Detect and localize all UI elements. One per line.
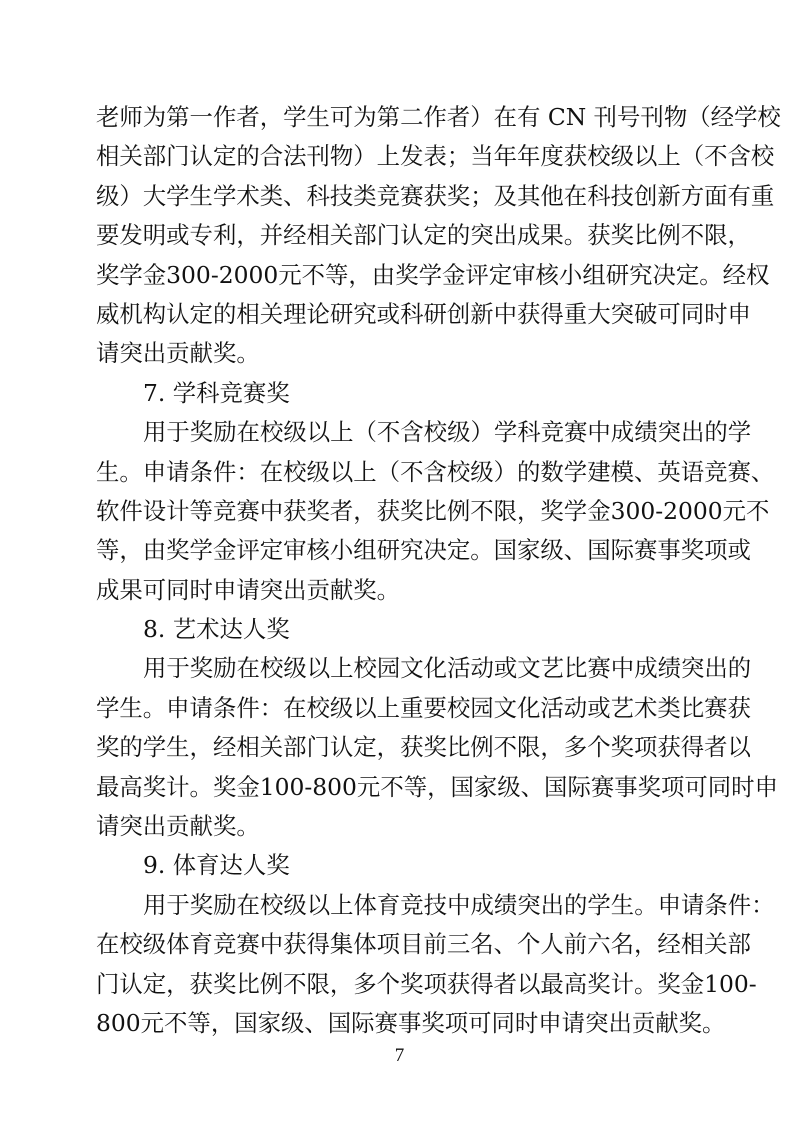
text-line: 相关部门认定的合法刊物）上发表；当年年度获校级以上（不含校 — [96, 142, 775, 171]
text-line: 请突出贡献奖。 — [96, 339, 260, 368]
text-line: 用于奖励在校级以上校园文化活动或文艺比赛中成绩突出的 — [143, 654, 752, 683]
text-line: 奖学金300-2000元不等，由奖学金评定审核小组研究决定。经权 — [96, 260, 770, 289]
document-body — [96, 98, 781, 1043]
text-line: 请突出贡献奖。 — [96, 812, 260, 841]
text-line: 威机构认定的相关理论研究或科研创新中获得重大突破可同时申 — [96, 299, 751, 328]
text-line: 奖的学生，经相关部门认定，获奖比例不限，多个奖项获得者以 — [96, 733, 751, 762]
text-line: 级）大学生学术类、科技类竞赛获奖；及其他在科技创新方面有重 — [96, 181, 775, 210]
text-line: 学生。申请条件：在校级以上重要校园文化活动或艺术类比赛获 — [96, 693, 751, 722]
text-line: 门认定，获奖比例不限，多个奖项获得者以最高奖计。奖金100- — [96, 969, 757, 998]
section-heading-academic-competition: 7. 学科竞赛奖 — [143, 378, 290, 407]
text-line: 生。申请条件：在校级以上（不含校级）的数学建模、英语竞赛、 — [96, 457, 775, 486]
text-line: 等，由奖学金评定审核小组研究决定。国家级、国际赛事奖项或 — [96, 536, 751, 565]
section-heading-sports-talent: 9. 体育达人奖 — [143, 851, 290, 880]
text-line: 用于奖励在校级以上（不含校级）学科竞赛中成绩突出的学 — [143, 418, 752, 447]
section-heading-arts-talent: 8. 艺术达人奖 — [143, 615, 290, 644]
text-line: 成果可同时申请突出贡献奖。 — [96, 575, 401, 604]
text-line: 老师为第一作者，学生可为第二作者）在有 CN 刊号刊物（经学校 — [96, 103, 781, 131]
text-line: 在校级体育竞赛中获得集体项目前三名、个人前六名，经相关部 — [96, 930, 751, 959]
page-number: 7 — [394, 1045, 405, 1066]
text-line: 最高奖计。奖金100-800元不等，国家级、国际赛事奖项可同时申 — [96, 772, 778, 801]
text-line: 800元不等，国家级、国际赛事奖项可同时申请突出贡献奖。 — [96, 1008, 726, 1037]
text-line: 用于奖励在校级以上体育竞技中成绩突出的学生。申请条件： — [143, 890, 775, 919]
text-line: 要发明或专利，并经相关部门认定的突出成果。获奖比例不限， — [96, 221, 751, 250]
text-line: 软件设计等竞赛中获奖者，获奖比例不限，奖学金300-2000元不 — [96, 496, 770, 525]
